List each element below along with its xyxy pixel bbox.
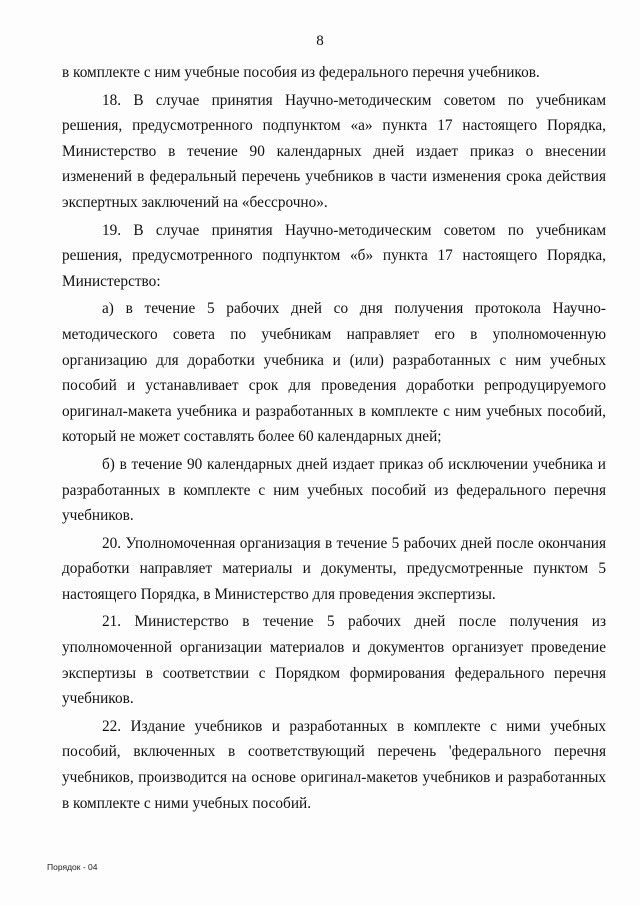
paragraph-18: 18. В случае принятия Научно-методическим советом по учебникам решения, предусмотренного подпунктом «а» пункта 17 настоящего Порядка, Министерство в течение 90 календарных дней издает приказ о внесении изменений в федеральный перечень учебников в части изменения срока действия экспертных заключений на «бессрочно». [62,91,606,211]
paragraph-22: 22. Издание учебников и разработанных в комплекте с ними учебных пособий, включенных в соответствующий перечень 'федерального перечня учебников, производится на основе оригинал-макетов учебников и разработанных в комплекте с ними учебных пособий. [62,717,606,812]
paragraph-19: 19. В случае принятия Научно-методическим советом по учебникам решения, предусмотренного подпунктом «б» пункта 17 настоящего Порядка, Министерство: [62,221,606,290]
footer-label: Порядок - 04 [47,862,98,872]
paragraph-continuation: в комплекте с ним учебные пособия из федерального перечня учебников. [62,64,540,81]
document-body [62,60,606,816]
paragraph-20: 20. Уполномоченная организация в течение 5 рабочих дней после окончания доработки направляет материалы и документы, предусмотренные пунктом 5 настоящего Порядка, в Министерство для проведения экспертизы. [62,534,606,603]
paragraph-19-a: а) в течение 5 рабочих дней со дня получения протокола Научно-методического совета по учебникам направляет его в уполномоченную организацию для доработки учебника и (или) разработанных с ним учебных пособий и устанавливает срок для проведения доработки репродуцируемого оригинал-макета учебника и разработанных в комплекте с ним учебных пособий, который не может составлять более 60 календарных дней; [62,300,606,446]
paragraph-19-b: б) в течение 90 календарных дней издает приказ об исключении учебника и разработанных в комплекте с ним учебных пособий из федерального перечня учебников. [62,455,606,525]
page-number: 8 [316,33,324,49]
paragraph-21: 21. Министерство в течение 5 рабочих дней после получения из уполномоченной организации материалов и документов организует проведение экспертизы в соответствии с Порядком формирования федерального перечня учебников. [62,613,606,708]
